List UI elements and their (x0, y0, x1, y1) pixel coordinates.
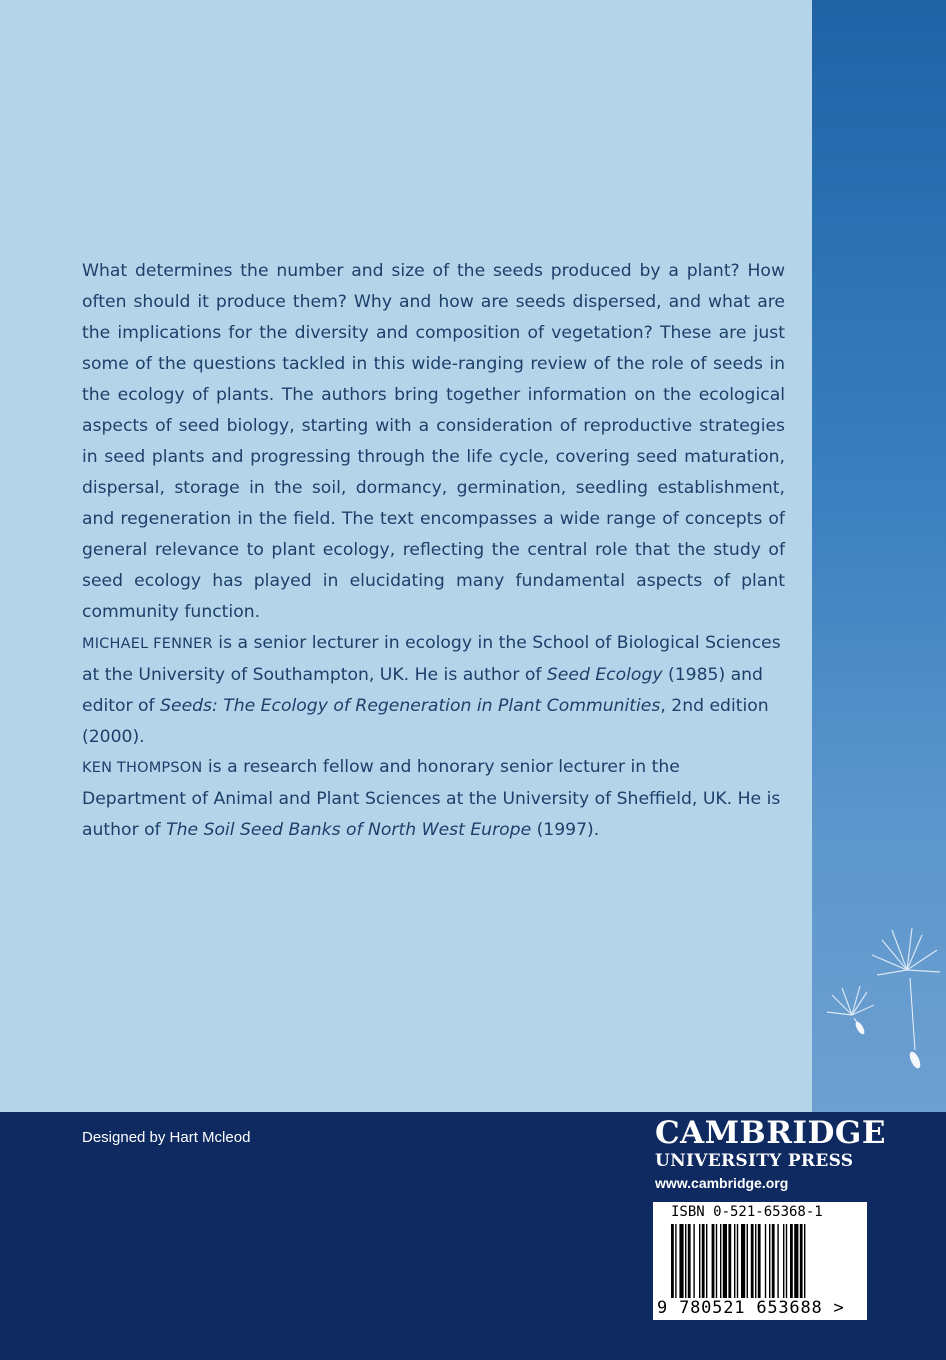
publisher-logo-line2: UNIVERSITY PRESS (655, 1151, 854, 1171)
author-bio-thompson (82, 752, 785, 846)
book-title: The Soil Seed Banks of North West Europe (166, 820, 532, 840)
barcode-bar (790, 1224, 793, 1298)
barcode-bar (758, 1224, 761, 1298)
ean-digits: 9 780521 653688 > (657, 1298, 845, 1318)
barcode-bar (765, 1224, 766, 1298)
barcode-bar (723, 1224, 727, 1298)
barcode-bar (679, 1224, 683, 1298)
barcode-bar (712, 1224, 715, 1298)
barcode-bar (755, 1224, 756, 1298)
barcode-bar (747, 1224, 748, 1298)
publisher-url: www.cambridge.org (655, 1175, 789, 1191)
barcode-bar (693, 1224, 694, 1298)
barcode-bar (720, 1224, 721, 1298)
barcode-bars (671, 1224, 851, 1298)
book-title: Seeds: The Ecology of Regeneration in Plant Communities (160, 696, 661, 716)
barcode-bar (800, 1224, 803, 1298)
barcode-bar (737, 1224, 738, 1298)
barcode-bar (783, 1224, 784, 1298)
barcode-bar (675, 1224, 676, 1298)
barcode-bar (804, 1224, 805, 1298)
barcode-bar (685, 1224, 686, 1298)
author-bio-fenner (82, 628, 785, 753)
book-title: Seed Ecology (546, 665, 663, 685)
isbn-text: ISBN 0-521-65368-1 (671, 1204, 823, 1220)
barcode-bar (769, 1224, 770, 1298)
designer-credit: Designed by Hart Mcleod (82, 1129, 251, 1146)
barcode-bar (786, 1224, 787, 1298)
barcode (653, 1202, 867, 1320)
barcode-bar (716, 1224, 717, 1298)
barcode-bar (777, 1224, 778, 1298)
bio-text: (1985) and editor of (82, 665, 763, 716)
bio-text: is a research fellow and honorary senior lecturer in the Department of Animal and Plant Sciences at the University of Sheffield, UK. He is author of (82, 757, 781, 840)
barcode-bar (794, 1224, 798, 1298)
barcode-bar (702, 1224, 705, 1298)
blurb-paragraph: What determines the number and size of the seeds produced by a plant? How often should it produce them? Why and how are seeds dispersed, and what are the implications for the diversity and composition of vegetation? These are just some of the questions tackled in this wide-ranging review of the role of seeds in the ecology of plants. The authors bring together information on the ecological aspects of seed biology, starting with a consideration of reproductive strategies in seed plants and progressing through the life cycle, covering seed maturation, dispersal, storage in the soil, dormancy, germination, seedling establishment, and regeneration in the field. The text encompasses a wide range of concepts of general relevance to plant ecology, reflecting the central role that the study of seed ecology has played in elucidating many fundamental aspects of plant community function. (82, 261, 785, 622)
publisher-logo-line1: CAMBRIDGE (655, 1115, 886, 1151)
author-name: MICHAEL FENNER (82, 636, 213, 652)
dandelion-seeds-image (812, 900, 946, 1112)
bio-text: is a senior lecturer in ecology in the School of Biological Sciences at the University of Southampton, UK. He is author of (82, 633, 781, 685)
bio-text: , 2nd edition (2000). (82, 696, 769, 747)
barcode-bar (751, 1224, 754, 1298)
barcode-bar (699, 1224, 700, 1298)
barcode-bar (772, 1224, 775, 1298)
barcode-bar (728, 1224, 731, 1298)
barcode-bar (734, 1224, 735, 1298)
barcode-bar (671, 1224, 674, 1298)
barcode-bar (741, 1224, 745, 1298)
barcode-bar (688, 1224, 691, 1298)
barcode-bar (706, 1224, 707, 1298)
author-name: KEN THOMPSON (82, 760, 203, 776)
bio-text: (1997). (531, 820, 600, 840)
